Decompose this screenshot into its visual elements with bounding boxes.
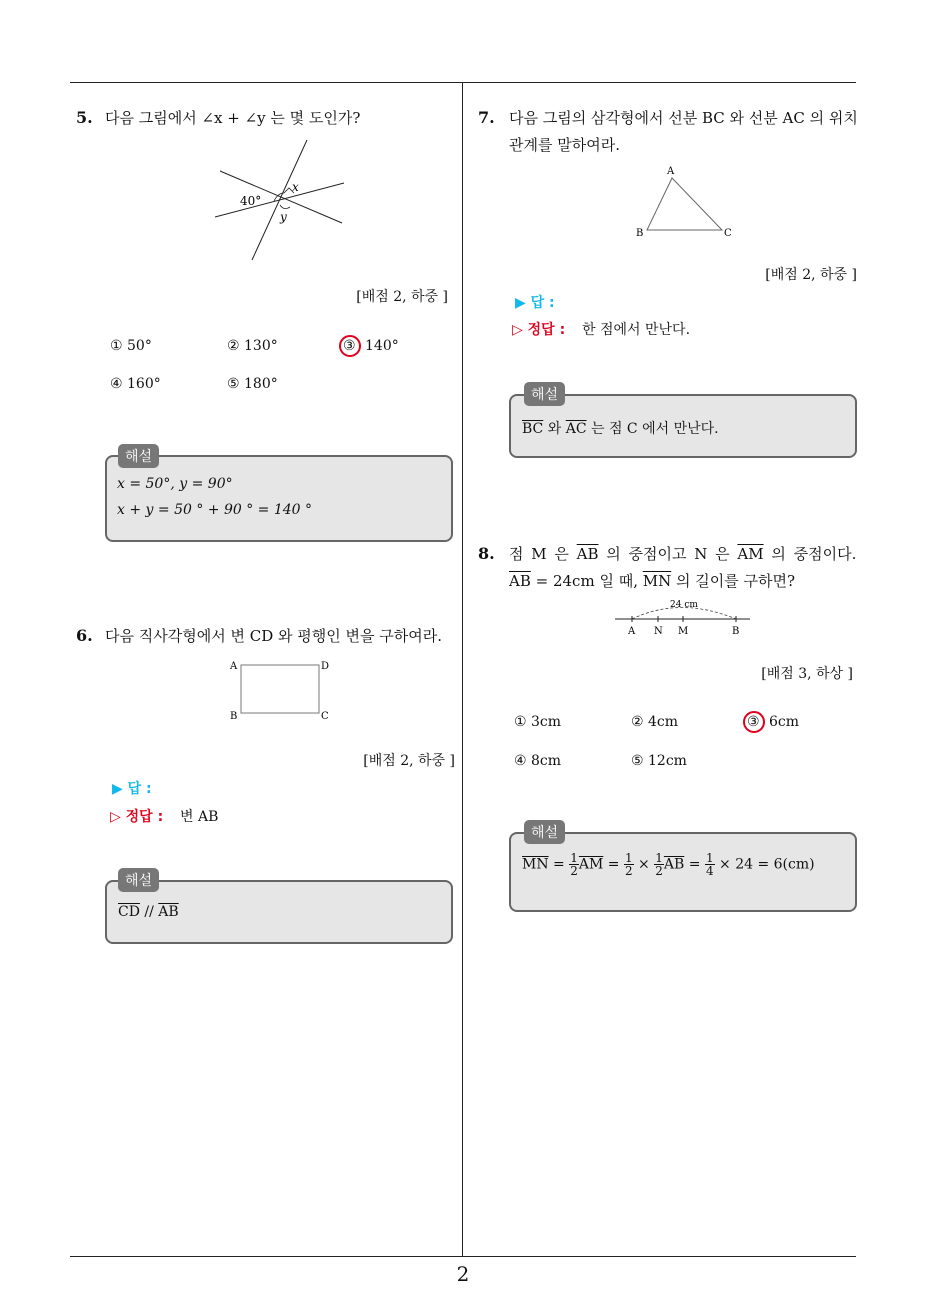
question-6-text: 다음 직사각형에서 변 CD 와 평행인 변을 구하여라. — [105, 627, 442, 645]
q8-expl-frac1-den: 2 — [570, 864, 578, 878]
q8-l2-seg-mn: $\overline{MN}$ — [642, 572, 672, 590]
q8-expl-frac3-num: 1 — [655, 851, 663, 865]
q6-meta: [배점 2, 하중 ] — [363, 753, 455, 769]
q5-y-label: y — [280, 210, 287, 224]
q8-choice-2[interactable]: ② 4cm — [631, 714, 679, 730]
q8-expl-mn: $\overline{MN}$ — [522, 856, 549, 873]
q7-correct-label: ▷ 정답 : — [512, 322, 566, 338]
q8-l1-b: 의 중점이고 N 은 — [598, 545, 738, 563]
q6-correct-label: ▷ 정답 : — [110, 809, 164, 825]
q7-A-label: A — [667, 166, 675, 177]
q8-l1-seg-am: $\overline{AM}$ — [737, 545, 764, 563]
q6-explanation-line — [118, 904, 179, 920]
q8-expl-frac2-num: 1 — [624, 851, 633, 865]
column-divider — [462, 83, 463, 1257]
q8-l1-c: 의 중점이다. — [763, 545, 857, 563]
q8-expl-am: $\overline{AM}$ — [578, 856, 604, 873]
q5-explanation-line-2: x + y = 50 ° + 90 ° = 140 ° — [117, 502, 313, 518]
q8-choice-3-value[interactable]: 6cm — [769, 714, 800, 730]
q6-expl-seg-cd: $\overline{CD}$ — [118, 904, 140, 920]
q8-M-label: M — [678, 626, 689, 637]
q8-choice-4[interactable]: ④ 8cm — [514, 753, 562, 769]
q7-expl-rest: 는 점 C 에서 만난다. — [586, 421, 719, 437]
q6-explanation-tag: 해설 — [118, 868, 159, 892]
q6-answer-label: ▶ 답 : — [112, 781, 152, 797]
q5-choice-4[interactable]: ④ 160° — [110, 376, 161, 392]
q5-x-label: x — [292, 180, 299, 194]
page-number: 2 — [456, 1262, 470, 1286]
q8-expl-eq3: = — [684, 856, 705, 873]
q8-N-label: N — [654, 626, 663, 637]
question-7-text-line-2: 관계를 말하여라. — [509, 136, 620, 154]
q8-A-label: A — [628, 626, 636, 637]
q8-choice-3-mark[interactable]: ③ — [747, 714, 760, 730]
q5-choice-1[interactable]: ① 50° — [110, 338, 152, 354]
q8-expl-tail: × 24 = 6(cm) — [714, 856, 815, 873]
q8-expl-frac2-den: 2 — [624, 864, 633, 878]
q6-C-label: C — [321, 711, 329, 722]
q5-angle40-label: 40° — [240, 194, 262, 208]
q7-figure — [630, 162, 740, 242]
q7-explanation-line — [522, 418, 719, 438]
q8-choice-5[interactable]: ⑤ 12cm — [631, 753, 687, 769]
q8-expl-frac-half-1 — [569, 852, 579, 877]
q8-l2-a: = 24cm 일 때, — [530, 572, 643, 590]
q7-correct-value: 한 점에서 만난다. — [582, 322, 691, 338]
q6-expl-seg-ab: $\overline{AB}$ — [158, 904, 179, 920]
q8-explanation-formula — [522, 852, 815, 877]
q8-l1-seg-ab: $\overline{AB}$ — [576, 545, 599, 563]
q6-D-label: D — [321, 661, 330, 672]
q7-meta: [배점 2, 하중 ] — [765, 267, 857, 283]
q5-figure — [210, 135, 350, 265]
q6-A-label: A — [230, 661, 238, 672]
q8-explanation-tag: 해설 — [524, 820, 565, 844]
q7-expl-seg-bc: $\overline{BC}$ — [522, 421, 544, 437]
q8-expl-frac-half-2 — [624, 852, 634, 877]
q7-answer-label: ▶ 답 : — [515, 295, 555, 311]
q8-length-label: 24 cm — [670, 600, 698, 610]
q7-expl-seg-ac: $\overline{AC}$ — [565, 421, 587, 437]
q5-choice-3-value[interactable]: 140° — [365, 338, 399, 354]
q8-choice-1[interactable]: ① 3cm — [514, 714, 562, 730]
q8-expl-frac1-num: 1 — [570, 851, 578, 865]
bottom-rule — [70, 1256, 856, 1257]
q6-figure — [228, 656, 338, 726]
q8-expl-frac3-den: 2 — [655, 864, 663, 878]
q8-expl-ab: $\overline{AB}$ — [663, 856, 685, 873]
top-rule — [70, 82, 856, 83]
q8-l1-a: 점 M 은 — [509, 545, 577, 563]
q8-l2-b: 의 길이를 구하면? — [671, 572, 795, 590]
q7-explanation-tag: 해설 — [524, 382, 565, 406]
question-5-text: 다음 그림에서 ∠x + ∠y 는 몇 도인가? — [105, 109, 361, 127]
q7-C-label: C — [724, 228, 732, 239]
q5-explanation-tag: 해설 — [118, 444, 159, 468]
q6-expl-parallel: // — [139, 904, 159, 920]
q5-meta: [배점 2, 하중 ] — [356, 289, 448, 305]
q8-expl-eq2: = — [603, 856, 624, 873]
question-6-number: 6. — [76, 626, 93, 645]
question-7-number: 7. — [478, 108, 495, 127]
q6-B-label: B — [230, 711, 238, 722]
q5-choice-3-mark[interactable]: ③ — [343, 338, 356, 354]
q5-choice-2[interactable]: ② 130° — [227, 338, 278, 354]
question-7-text-line-1: 다음 그림의 삼각형에서 선분 BC 와 선분 AC 의 위치 — [509, 109, 858, 127]
q8-expl-frac4-den: 4 — [705, 864, 714, 878]
q8-expl-times: × — [633, 856, 655, 873]
q8-expl-frac4-num: 1 — [705, 851, 714, 865]
q8-figure — [610, 596, 760, 641]
q5-choice-5[interactable]: ⑤ 180° — [227, 376, 278, 392]
question-8-text-line-1 — [509, 540, 856, 568]
q8-meta: [배점 3, 하상 ] — [761, 666, 853, 682]
q8-l2-seg-ab: $\overline{AB}$ — [509, 572, 531, 590]
q8-expl-eq1: = — [548, 856, 570, 873]
q5-explanation-box — [105, 455, 453, 542]
q5-explanation-line-1: x = 50°, y = 90° — [117, 476, 233, 492]
question-5-number: 5. — [76, 108, 93, 127]
q8-expl-frac-quarter — [705, 852, 715, 877]
q8-B-label: B — [732, 626, 740, 637]
q7-expl-w1: 와 — [543, 421, 566, 437]
question-8-number: 8. — [478, 544, 495, 563]
q8-expl-frac-half-3 — [654, 852, 664, 877]
q7-B-label: B — [636, 228, 644, 239]
question-8-text-line-2 — [509, 567, 795, 595]
q6-correct-value: 변 AB — [180, 809, 219, 825]
